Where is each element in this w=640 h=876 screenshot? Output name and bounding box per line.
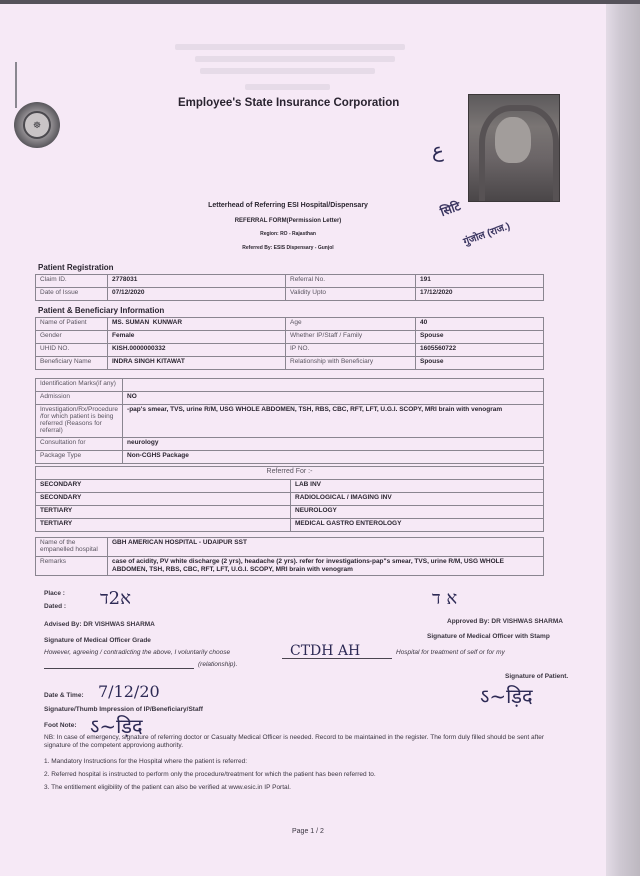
table-row bbox=[36, 379, 544, 392]
instruction-item: 3. The entitlement eligibility of the patient can also be verified at www.esic.in IP Portal. bbox=[44, 784, 291, 791]
referral-level: TERTIARY bbox=[36, 519, 291, 532]
table-row bbox=[36, 519, 544, 532]
referred-by: Referred By: ESIS Dispensary - Gunjol bbox=[242, 245, 334, 251]
advising-doctor-signature: ﬡ2ﬢ bbox=[100, 588, 131, 609]
ip-staff-family-label: Whether IP/Staff / Family bbox=[286, 331, 416, 344]
region: Region: RO - Rajasthan bbox=[260, 231, 316, 237]
consultation-label: Consultation for bbox=[36, 438, 123, 451]
gender-label: Gender bbox=[36, 331, 108, 344]
hospital-label: Name of the empanelled hospital bbox=[36, 538, 108, 557]
age-label: Age bbox=[286, 318, 416, 331]
patient-name-value: MS. SUMAN KUNWAR bbox=[108, 318, 286, 331]
table-row bbox=[36, 493, 544, 506]
age-value: 40 bbox=[416, 318, 544, 331]
referred-for-table bbox=[35, 466, 544, 532]
beneficiary-name-label: Beneficiary Name bbox=[36, 357, 108, 370]
bleed-through-line bbox=[195, 56, 395, 62]
validity-label: Validity Upto bbox=[286, 288, 416, 301]
ip-no-value: 1605560722 bbox=[416, 344, 544, 357]
uhid-label: UHID NO. bbox=[36, 344, 108, 357]
relationship-label: Relationship with Beneficiary bbox=[286, 357, 416, 370]
sig-medical-officer-grade: Signature of Medical Officer Grade bbox=[44, 637, 151, 644]
relationship-text: (relationship). bbox=[198, 661, 238, 668]
page-number: Page 1 / 2 bbox=[292, 828, 324, 835]
table-row bbox=[36, 506, 544, 519]
date-of-issue-value: 07/12/2020 bbox=[108, 288, 286, 301]
investigation-value: -pap's smear, TVS, urine R/M, USG WHOLE ABDOMEN, TSH, RBS, CBC, RFT, LFT, U.G.I. SCOPY, MRI brain with venogram bbox=[123, 405, 544, 438]
uhid-value: KISH.0000000332 bbox=[108, 344, 286, 357]
patient-photo bbox=[468, 94, 560, 202]
claim-id-label: Claim ID. bbox=[36, 275, 108, 288]
patient-registration-table bbox=[35, 274, 544, 301]
place-label: Place : bbox=[44, 590, 65, 597]
patient-name-label: Name of Patient bbox=[36, 318, 108, 331]
stamp-text: गुंजोल (राज.) bbox=[462, 220, 512, 248]
package-value: Non-CGHS Package bbox=[123, 451, 544, 464]
advised-by: Advised By: DR VISHWAS SHARMA bbox=[44, 621, 155, 628]
signature-of-patient-label: Signature of Patient. bbox=[505, 673, 569, 680]
esic-logo: ☸ bbox=[14, 102, 60, 148]
table-row bbox=[36, 405, 544, 438]
org-title: Employee's State Insurance Corporation bbox=[178, 97, 400, 109]
photo-attestation-signature: ﻉ bbox=[432, 138, 444, 162]
table-row bbox=[36, 438, 544, 451]
table-row bbox=[36, 451, 544, 464]
table-row bbox=[36, 392, 544, 405]
table-row bbox=[36, 538, 544, 557]
identification-label: Identification Marks(if any) bbox=[36, 379, 123, 392]
referral-level: TERTIARY bbox=[36, 506, 291, 519]
consultation-value: neurology bbox=[123, 438, 544, 451]
referral-no-label: Referral No. bbox=[286, 275, 416, 288]
form-title: REFERRAL FORM(Permission Letter) bbox=[234, 218, 342, 224]
bleed-through-line bbox=[200, 68, 375, 74]
handwritten-hospital: CTDH AH bbox=[290, 643, 361, 659]
beneficiary-signature: ऽ~ड़िद bbox=[90, 714, 143, 738]
table-row bbox=[36, 318, 544, 331]
scan-top-edge bbox=[0, 0, 640, 4]
ip-staff-family-value: Spouse bbox=[416, 331, 544, 344]
referral-dept: NEUROLOGY bbox=[291, 506, 544, 519]
remarks-value: case of acidity, PV white discharge (2 yrs), headache (2 yrs). refer for investigations-pap"s smear, TVS, urine R/M, USG WHOLE ABDOMEN, TSH, RBS, CBC, RFT, LFT, U.G.I. SCOPY, MRI brain with venogram bbox=[108, 557, 544, 576]
relationship-line bbox=[44, 668, 194, 669]
table-row bbox=[36, 331, 544, 344]
handwritten-date: 7/12/20 bbox=[98, 682, 160, 701]
dated-label: Dated : bbox=[44, 603, 67, 610]
date-time-label: Date & Time: bbox=[44, 692, 84, 699]
validity-value: 17/12/2020 bbox=[416, 288, 544, 301]
bleed-through-line bbox=[245, 84, 330, 90]
referral-dept: LAB INV bbox=[291, 480, 544, 493]
thumb-impression-label: Signature/Thumb Impression of IP/Beneficiary/Staff bbox=[44, 706, 203, 713]
sig-medical-officer-stamp: Signature of Medical Officer with Stamp bbox=[427, 633, 550, 640]
table-row bbox=[36, 480, 544, 493]
hospital-for-text: Hospital for treatment of self or for my bbox=[396, 649, 505, 656]
instruction-item: 1. Mandatory Instructions for the Hospital where the patient is referred: bbox=[44, 758, 248, 765]
section-patient-registration: Patient Registration bbox=[38, 263, 114, 272]
patient-signature: ऽ~ड़िद bbox=[480, 684, 533, 708]
referred-for-title: Referred For :- bbox=[36, 467, 544, 480]
claim-id-value: 2778031 bbox=[108, 275, 286, 288]
table-row bbox=[36, 288, 544, 301]
section-beneficiary-info: Patient & Beneficiary Information bbox=[38, 306, 165, 315]
letterhead-title: Letterhead of Referring ESI Hospital/Dispensary bbox=[208, 202, 368, 209]
table-row bbox=[36, 344, 544, 357]
beneficiary-name-value: INDRA SINGH KITAWAT bbox=[108, 357, 286, 370]
table-row bbox=[36, 467, 544, 480]
hospital-remarks-table bbox=[35, 537, 544, 576]
admission-value: NO bbox=[123, 392, 544, 405]
instruction-item: 2. Referred hospital is instructed to perform only the procedure/treatment for which the patient has been referred to. bbox=[44, 771, 376, 778]
referral-dept: MEDICAL GASTRO ENTEROLOGY bbox=[291, 519, 544, 532]
package-label: Package Type bbox=[36, 451, 123, 464]
table-row bbox=[36, 357, 544, 370]
approving-doctor-signature: ﬡ ﬢ bbox=[432, 588, 458, 609]
ip-no-label: IP NO. bbox=[286, 344, 416, 357]
gender-value: Female bbox=[108, 331, 286, 344]
date-of-issue-label: Date of Issue bbox=[36, 288, 108, 301]
admission-label: Admission bbox=[36, 392, 123, 405]
referral-level: SECONDARY bbox=[36, 480, 291, 493]
pen-mark bbox=[15, 62, 17, 108]
identification-value bbox=[123, 379, 544, 392]
beneficiary-table bbox=[35, 317, 544, 370]
stamp-text: सिटि bbox=[438, 198, 463, 220]
however-text: However, agreeing / contradicting the above, I voluntarily choose bbox=[44, 649, 231, 656]
table-row bbox=[36, 275, 544, 288]
bleed-through-line bbox=[175, 44, 405, 50]
relationship-value: Spouse bbox=[416, 357, 544, 370]
nb-note: NB: In case of emergency, signature of referring doctor or Casualty Medical Officer is needed. Record to be maintained in the register. The form duly filled should be sent after signature of the competent approviong authority. bbox=[44, 734, 545, 749]
investigation-label: Investigation/Rx/Procedure /for which patient is being referred (Reasons for referral) bbox=[36, 405, 123, 438]
foot-note-label: Foot Note: bbox=[44, 722, 77, 729]
referral-no-value: 191 bbox=[416, 275, 544, 288]
hospital-value: GBH AMERICAN HOSPITAL - UDAIPUR SST bbox=[108, 538, 544, 557]
referral-dept: RADIOLOGICAL / IMAGING INV bbox=[291, 493, 544, 506]
referral-level: SECONDARY bbox=[36, 493, 291, 506]
remarks-label: Remarks bbox=[36, 557, 108, 576]
referral-details-table bbox=[35, 378, 544, 464]
approved-by: Approved By: DR VISHWAS SHARMA bbox=[447, 618, 563, 625]
page-edge-shadow bbox=[606, 0, 640, 876]
table-row bbox=[36, 557, 544, 576]
